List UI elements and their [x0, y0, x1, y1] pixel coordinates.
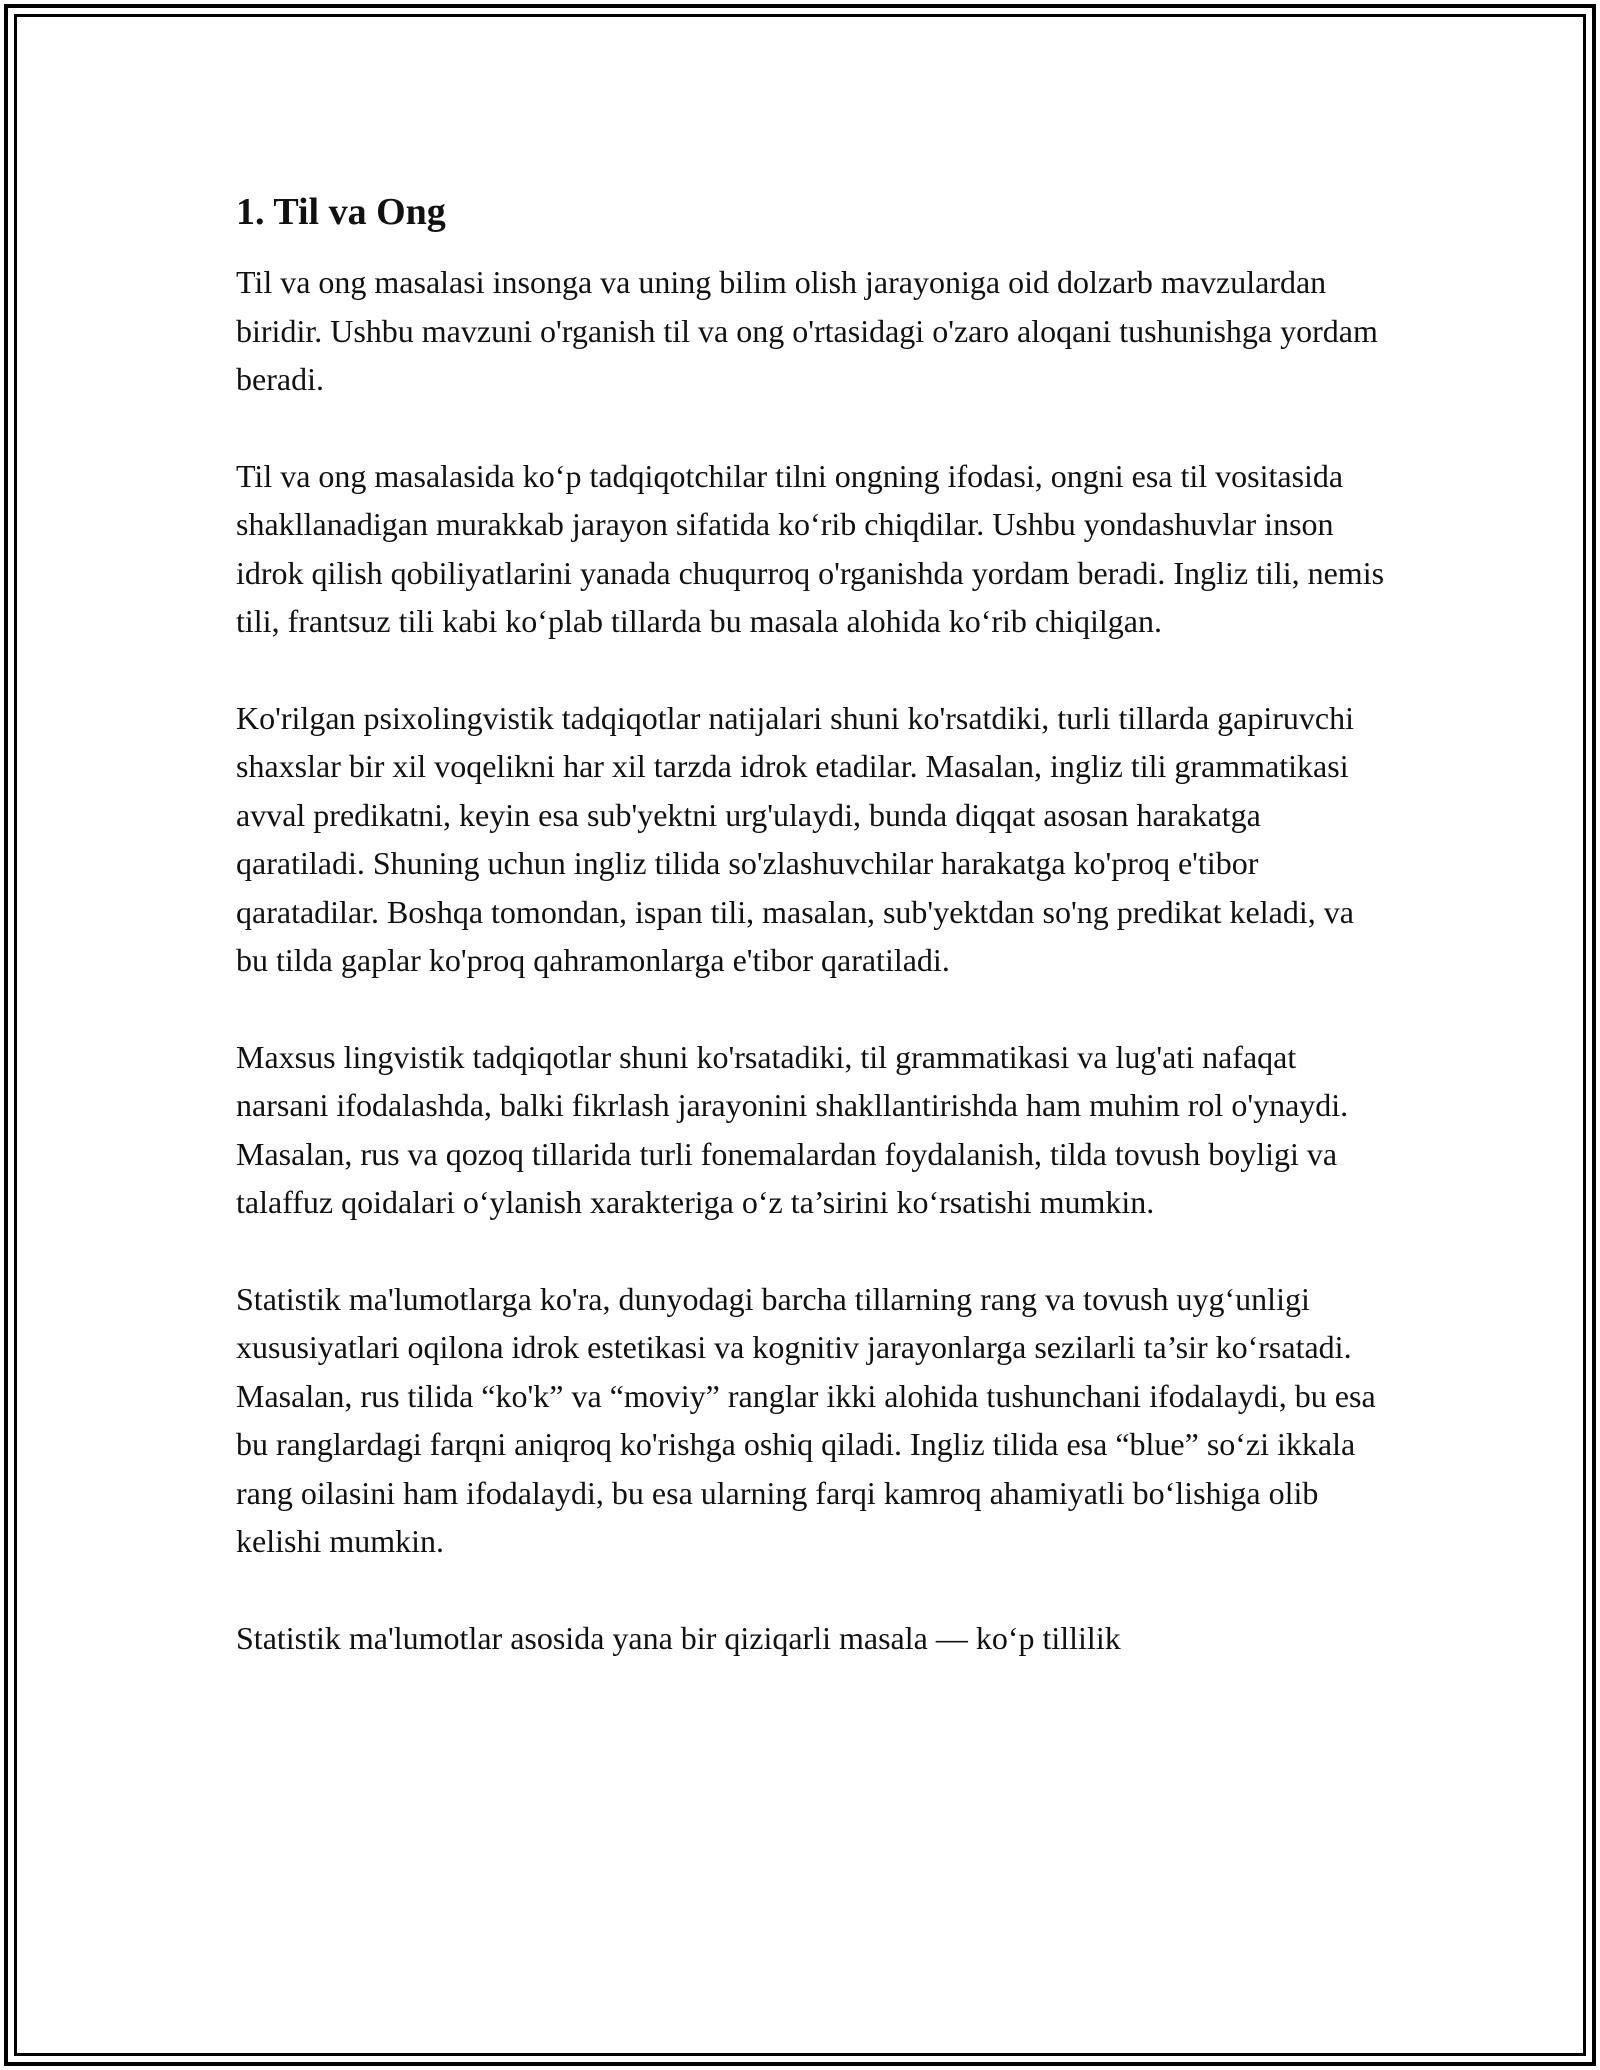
paragraph-5: Statistik ma'lumotlarga ko'ra, dunyodagi barcha tillarning rang va tovush uyg‘unligi xususiyatlari oqilona idrok estetikasi va kognitiv jarayonlarga sezilarli ta’sir ko‘rsatadi. Masalan, rus tilida “ko'k” va “moviy” ranglar ikki alohida tushunchani ifodalaydi, bu esa bu ranglardagi farqni aniqroq ko'rishga oshiq qiladi. Ingliz tilida esa “blue” so‘zi ikkala rang oilasini ham ifodalaydi, bu esa ularning farqi kamroq ahamiyatli bo‘lishiga olib kelishi mumkin.	[236, 1280, 1376, 1559]
paragraph-1: Til va ong masalasi insonga va uning bilim olish jarayoniga oid dolzarb mavzulardan biridir. Ushbu mavzuni o'rganish til va ong o'rtasidagi o'zaro aloqani tushunishga yordam beradi.	[236, 264, 1378, 397]
section-title: 1. Til va Ong	[236, 191, 446, 233]
document-body	[236, 186, 1386, 1710]
paragraph-4: Maxsus lingvistik tadqiqotlar shuni ko'rsatadiki, til grammatikasi va lug'ati nafaqat narsani ifodalashda, balki fikrlash jarayonini shakllantirishda ham muhim rol o'ynaydi. Masalan, rus va qozoq tillarida turli fonemalardan foydalanish, tilda tovush boyligi va talaffuz qoidalari o‘ylanish xarakteriga o‘z ta’sirini ko‘rsatishi mumkin.	[236, 1038, 1349, 1220]
paragraph-2: Til va ong masalasida ko‘p tadqiqotchilar tilni ongning ifodasi, ongni esa til vositasida shakllanadigan murakkab jarayon sifatida ko‘rib chiqdilar. Ushbu yondashuvlar inson idrok qilish qobiliyatlarini yanada chuqurroq o'rganishda yordam beradi. Ingliz tili, nemis tili, frantsuz tili kabi ko‘plab tillarda bu masala alohida ko‘rib chiqilgan.	[236, 457, 1385, 639]
paragraph-6: Statistik ma'lumotlar asosida yana bir qiziqarli masala — ko‘p tillilik	[236, 1619, 1121, 1656]
paragraph-3: Ko'rilgan psixolingvistik tadqiqotlar natijalari shuni ko'rsatdiki, turli tillarda gapiruvchi shaxslar bir xil voqelikni har xil tarzda idrok etadilar. Masalan, ingliz tili grammatikasi avval predikatni, keyin esa sub'yektni urg'ulaydi, bunda diqqat asosan harakatga qaratiladi. Shuning uchun ingliz tilida so'zlashuvchilar harakatga ko'proq e'tibor qaratadilar. Boshqa tomondan, ispan tili, masalan, sub'yektdan so'ng predikat keladi, va bu tilda gaplar ko'proq qahramonlarga e'tibor qaratiladi.	[236, 699, 1354, 978]
